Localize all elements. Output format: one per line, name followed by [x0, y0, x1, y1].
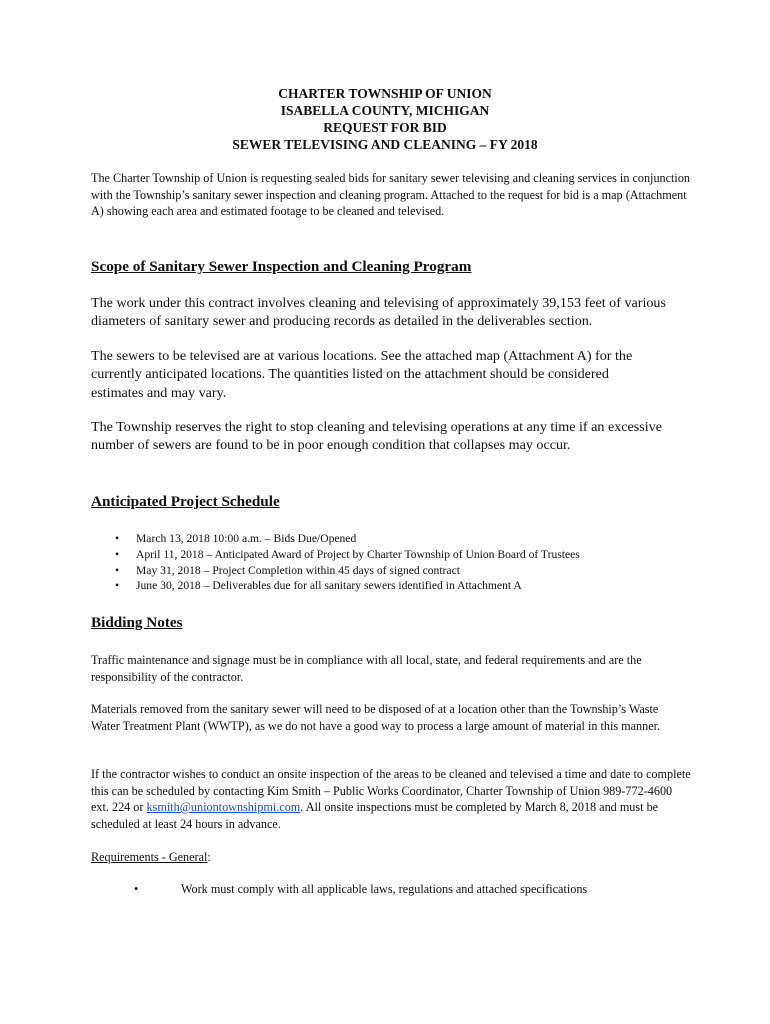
schedule-list — [91, 531, 691, 594]
bullet-icon: • — [115, 579, 120, 593]
scope-heading: Scope of Sanitary Sewer Inspection and Cleaning Program — [91, 258, 472, 275]
intro-paragraph: The Charter Township of Union is requesting sealed bids for sanitary sewer televising and cleaning services in conjunction with the Township’s sanitary sewer inspection and cleaning program. Attached to the request for bid is a map (Attachment A) showing each area and estimated footage to be cleaned and televised. — [91, 171, 691, 219]
bidding-heading: Bidding Notes — [91, 614, 183, 631]
bidding-paragraph-3 — [91, 766, 691, 832]
bidding-paragraph-3-text: If the contractor wishes to conduct an onsite inspection of the areas to be cleaned and televised a time and date to complete this can be scheduled by contacting Kim Smith – Public Works Coordinator, Charter Township of Union 989-772-4600 ext. 224 or — [91, 767, 691, 815]
list-item — [91, 547, 691, 563]
list-item — [91, 531, 691, 547]
list-item — [91, 578, 691, 594]
email-link[interactable]: ksmith@uniontownshipmi.com — [146, 800, 301, 815]
bullet-icon: • — [115, 547, 120, 561]
scope-paragraph-2: The sewers to be televised are at various locations. See the attached map (Attachment A) for the currently anticipated locations. The quantities listed on the attachment should be considered estimates and may vary. — [91, 348, 633, 401]
requirements-label — [91, 849, 211, 865]
requirements-label-text: Requirements - General — [91, 850, 208, 864]
schedule-item-text: March 13, 2018 10:00 a.m. – Bids Due/Opened — [136, 532, 357, 545]
schedule-item-text: June 30, 2018 – Deliverables due for all sanitary sewers identified in Attachment A — [136, 579, 522, 593]
schedule-item-text: April 11, 2018 – Anticipated Award of Project by Charter Township of Union Board of Trustees — [136, 547, 580, 561]
scope-paragraph-3: The Township reserves the right to stop cleaning and televising operations at any time if an excessive number of sewers are found to be in poor enough condition that collapses may occur. — [91, 419, 662, 454]
document-header — [0, 85, 770, 153]
bidding-paragraph-2: Materials removed from the sanitary sewer will need to be disposed of at a location other than the Township’s Waste Water Treatment Plant (WWTP), as we do not have a good way to process a large amount of material in this manner. — [91, 702, 661, 733]
schedule-heading: Anticipated Project Schedule — [91, 493, 280, 510]
requirement-item-text: Work must comply with all applicable laws, regulations and attached specifications — [181, 882, 588, 896]
header-line-3: REQUEST FOR BID — [323, 120, 447, 135]
bidding-paragraph-3-text-end: . All onsite inspections must be completed by March 8, 2018 and must be scheduled at least 24 hours in advance. — [91, 800, 659, 831]
schedule-item-text: May 31, 2018 – Project Completion within 45 days of signed contract — [136, 563, 460, 577]
scope-paragraph-1: The work under this contract involves cleaning and televising of approximately 39,153 feet of various diameters of sanitary sewer and producing records as detailed in the deliverables section. — [91, 295, 666, 330]
bidding-paragraph-1: Traffic maintenance and signage must be in compliance with all local, state, and federal requirements and are the responsibility of the contractor. — [91, 653, 642, 684]
bullet-icon: • — [115, 563, 120, 577]
header-line-2: ISABELLA COUNTY, MICHIGAN — [280, 103, 490, 118]
header-line-1: CHARTER TOWNSHIP OF UNION — [278, 86, 492, 101]
bullet-icon: • — [115, 532, 120, 545]
bullet-icon: • — [134, 882, 139, 896]
header-line-4: SEWER TELEVISING AND CLEANING – FY 2018 — [232, 137, 538, 152]
list-item — [91, 563, 691, 579]
requirements-label-colon: : — [207, 850, 211, 864]
